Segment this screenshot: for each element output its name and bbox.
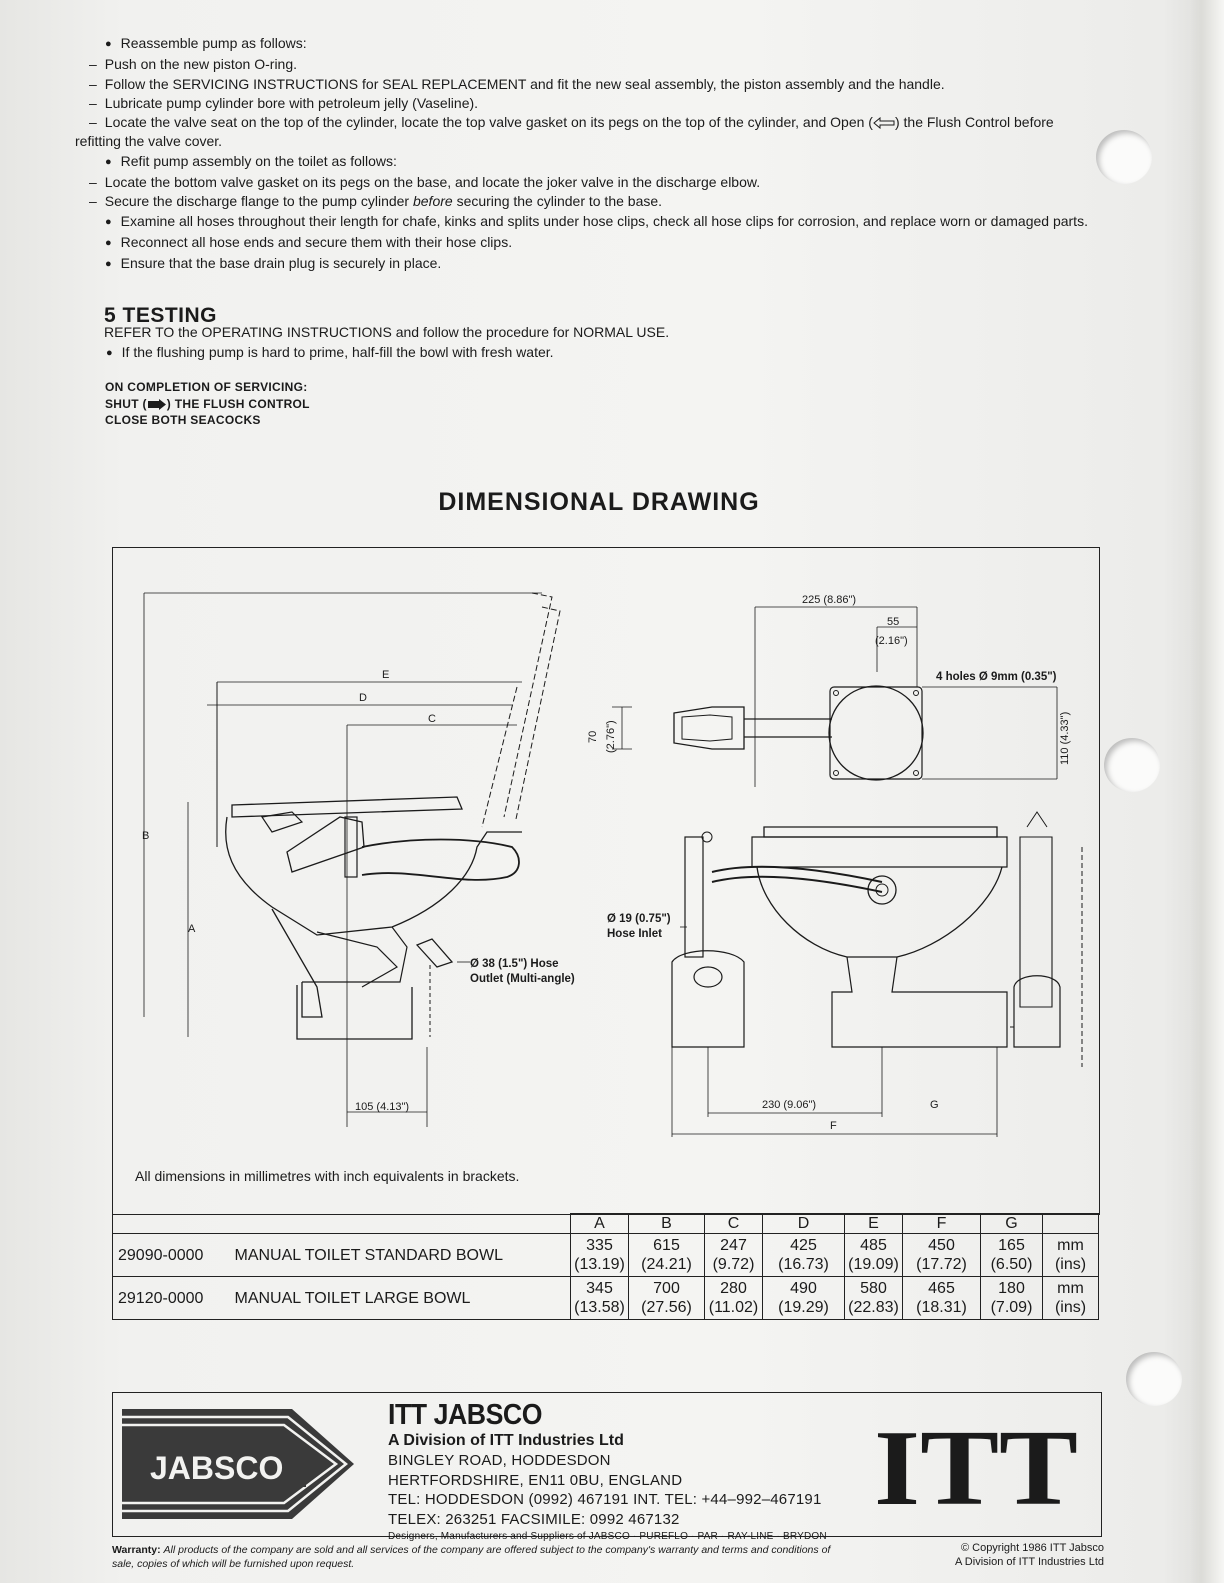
part-code: 29090-0000 <box>113 1234 231 1277</box>
instruction-line: ● Ensure that the base drain plug is securely in place. <box>75 254 1095 275</box>
instruction-line: – Locate the valve seat on the top of the cylinder, locate the top valve gasket on its pegs on the top of the cylinder, and Open ( ) the Flush Control before refitting the valve cover. <box>75 113 1095 152</box>
table-row: 29120-0000 MANUAL TOILET LARGE BOWL 345 (13.58) 700 (27.56) 280 (11.02) 490 (19.29) 580 (22.83) 465 (18.31) 180 (7.09) mm (ins) <box>113 1277 1099 1320</box>
jabsco-logo <box>122 1409 356 1519</box>
dim-label-b: B <box>142 830 150 842</box>
inlet-label: Hose Inlet <box>607 928 662 940</box>
instruction-line: – Lubricate pump cylinder bore with petroleum jelly (Vaseline). <box>75 94 1095 113</box>
column-header: D <box>763 1214 845 1234</box>
testing-line: REFER TO the OPERATING INSTRUCTIONS and follow the procedure for NORMAL USE. <box>104 324 670 340</box>
warranty-text: Warranty: All products of the company are sold and all services of the company are offered subject to the company's warranty and terms and conditions of sale, copies of which will be furnished upon request. <box>112 1544 831 1570</box>
shut-arrow-icon <box>147 399 167 410</box>
dim-label-c: C <box>428 713 436 725</box>
instruction-line: ● Examine all hoses throughout their length for chafe, kinks and splits under hose clips, check all hose clips for corrosion, and replace worn or damaged parts. <box>75 212 1095 233</box>
instruction-line: ● Reconnect all hose ends and secure them with their hose clips. <box>75 233 1095 254</box>
svg-text:JABSCO: JABSCO <box>150 1450 284 1486</box>
punch-hole <box>1126 1352 1182 1406</box>
instruction-line: – Locate the bottom valve gasket on its pegs on the base, and locate the joker valve in the discharge elbow. <box>75 173 1095 192</box>
dim-label-d: D <box>359 692 367 704</box>
instruction-line: – Follow the SERVICING INSTRUCTIONS for SEAL REPLACEMENT and fit the new seal assembly, the piston assembly and the handle. <box>75 75 1095 94</box>
company-details <box>388 1399 858 1545</box>
inlet-label: Ø 19 (0.75") <box>607 913 671 925</box>
part-name: MANUAL TOILET LARGE BOWL <box>231 1277 571 1320</box>
punch-hole <box>1104 738 1160 792</box>
dim-label-e: E <box>382 669 390 681</box>
paper-edge <box>1190 0 1224 1583</box>
column-header: F <box>903 1214 981 1234</box>
dim-label-225: 225 (8.86") <box>802 594 857 606</box>
instruction-line: ● Reassemble pump as follows: <box>75 34 1095 55</box>
outlet-label: Ø 38 (1.5") Hose <box>470 958 559 970</box>
punch-hole <box>1096 130 1152 184</box>
dim-label-55-in: (2.16") <box>875 635 908 647</box>
dim-label-110: 110 (4.33") <box>1059 711 1071 765</box>
phone-line: TEL: HODDESDON (0992) 467191 INT. TEL: +44–992–467191 <box>388 1491 822 1508</box>
telex-line: TELEX: 263251 FACSIMILE: 0992 467132 <box>388 1510 680 1528</box>
table-row: 29090-0000 MANUAL TOILET STANDARD BOWL 335 (13.19) 615 (24.21) 247 (9.72) 425 (16.73) 485 (19.09) 450 (17.72) 165 (6.50) mm (ins) <box>113 1234 1099 1277</box>
dim-label-230: 230 (9.06") <box>762 1099 817 1111</box>
dim-label-f: F <box>830 1120 837 1132</box>
svg-text:ITT: ITT <box>874 1418 1078 1510</box>
open-arrow-icon <box>873 117 895 129</box>
dim-label-70: 70 <box>587 730 599 743</box>
itt-logo <box>872 1418 1082 1510</box>
drawing-title: DIMENSIONAL DRAWING <box>438 488 760 516</box>
completion-notice: ON COMPLETION OF SERVICING: SHUT ( ) THE FLUSH CONTROL CLOSE BOTH SEACOCKS <box>105 380 310 427</box>
address-line: HERTFORDSHIRE, EN11 0BU, ENGLAND <box>388 1471 683 1489</box>
column-header: A <box>571 1214 629 1234</box>
column-header: G <box>981 1214 1043 1234</box>
instruction-line: – Push on the new piston O-ring. <box>75 55 1095 74</box>
holes-label: 4 holes Ø 9mm (0.35") <box>936 671 1057 683</box>
column-header: B <box>629 1214 705 1234</box>
outlet-label: Outlet (Multi-angle) <box>470 973 575 985</box>
testing-title: 5 TESTING <box>104 304 218 327</box>
dim-label-a: A <box>188 923 196 935</box>
part-code: 29120-0000 <box>113 1277 231 1320</box>
dimensions-note: All dimensions in millimetres with inch equivalents in brackets. <box>135 1168 520 1184</box>
designers-line: Designers, Manufacturers and Suppliers of JABSCO · PUREFLO · PAR · RAY-LINE · BRYDON <box>388 1531 827 1542</box>
table-header-row <box>113 1214 1099 1234</box>
dim-label-g: G <box>930 1099 939 1111</box>
dimensions-table <box>112 1213 1099 1320</box>
copyright: © Copyright 1986 ITT Jabsco A Division of ITT Industries Ltd <box>955 1542 1104 1568</box>
dim-label-105: 105 (4.13") <box>355 1101 410 1113</box>
testing-line: ● If the flushing pump is hard to prime, half-fill the bowl with fresh water. <box>104 344 554 360</box>
dimensional-drawing <box>112 547 1098 1213</box>
dim-label-55: 55 <box>887 616 900 628</box>
column-header: E <box>845 1214 903 1234</box>
column-header: C <box>705 1214 763 1234</box>
address-line: BINGLEY ROAD, HODDESDON <box>388 1452 611 1469</box>
dim-label-70-in: (2.76") <box>605 720 617 753</box>
instruction-line: ● Refit pump assembly on the toilet as follows: <box>75 152 1095 173</box>
company-division: A Division of ITT Industries Ltd <box>388 1432 624 1449</box>
reassembly-instructions <box>75 34 1095 276</box>
instruction-line: – Secure the discharge flange to the pump cylinder before securing the cylinder to the base. <box>75 192 1095 211</box>
part-name: MANUAL TOILET STANDARD BOWL <box>231 1234 571 1277</box>
company-name: ITT JABSCO <box>388 1399 543 1431</box>
